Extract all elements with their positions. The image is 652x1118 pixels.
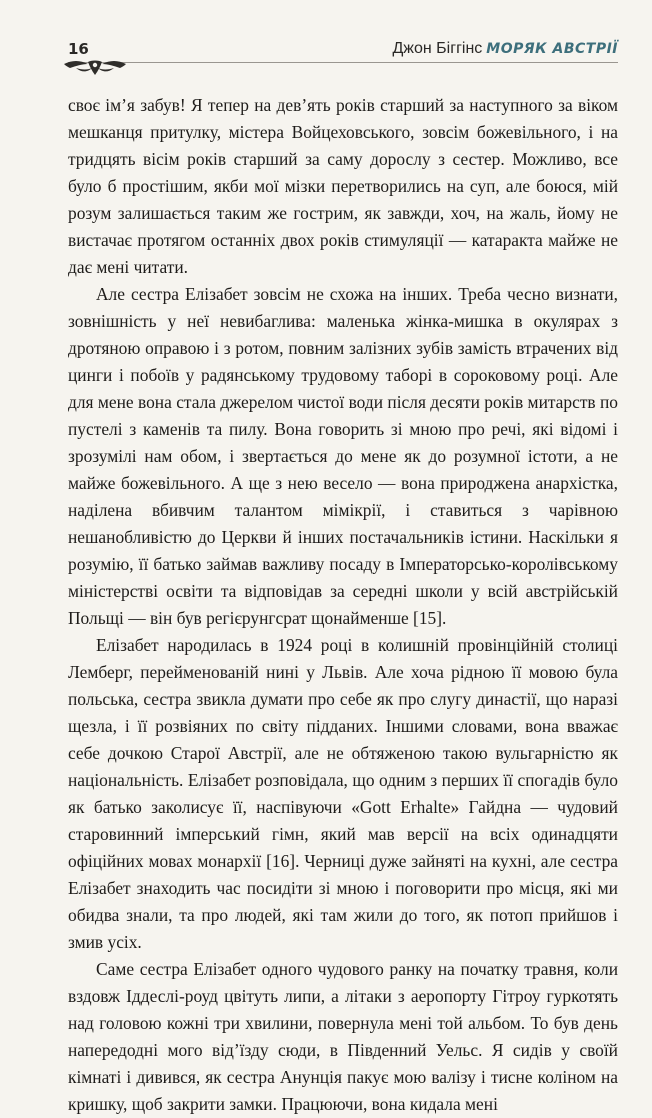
body-text [68, 92, 618, 1118]
paragraph: Елізабет народилась в 1924 році в колишній провінційній столиці Лемберг, перейменованій нині у Львів. Але хоча рідною її мовою була польська, сестра звикла думати про себе як про слугу династії, що наразі щезла, і її розвіяних по світу підданих. Іншими словами, вона вважає себе дочкою Старої Австрії, але не обтяженою такою вульгарністю як національність. Елізабет розповідала, що одним з перших її спогадів було як батько заколисує її, наспівуючи «Gott Erhalte» Гайдна — чудовий старовинний імперський гімн, який мав версії на всіх одинадцяти офіційних мовах монархії [16]. Черниці дуже зайняті на кухні, але сестра Елізабет знаходить час посидіти зі мною і поговорити про місця, які ми обидва знали, та про людей, які там жили до того, як потоп прийшов і змив усіх. [68, 635, 618, 952]
header-rule [68, 62, 618, 63]
flourish-ornament-icon [62, 56, 128, 78]
paragraph: своє ім’я забув! Я тепер на дев’ять років старший за наступного за віком мешканця притулку, містера Войцеховського, зовсім божевільного, і на тридцять вісім років старший за саму дорослу з сестер. Можливо, все було б простішим, якби мої мізки перетворились на суп, але боюся, мій розум залишається таким же гострим, як завжди, хоч, на жаль, йому не вистачає протягом останніх двох років стимуляції — катаракта майже не дає мені читати. [68, 95, 618, 277]
book-title: МОРЯК АВСТРІЇ [486, 41, 618, 57]
running-head [392, 40, 618, 58]
paragraph: Саме сестра Елізабет одного чудового ранку на початку травня, коли вздовж Іддеслі-роуд цвітуть липи, а літаки з аеропорту Гітроу гуркотять над головою кожні три хвилини, повернула мені той альбом. То був день напередодні мого від’їзду сюди, в Південний Уельс. Я сидів у своїй кімнаті і дивився, як сестра Анунція пакує мою валізу і тисне коліном на кришку, щоб закрити замки. Працюючи, вона кидала мені [68, 959, 618, 1114]
author-name: Джон Біггінс [392, 40, 483, 57]
running-header [68, 38, 618, 62]
page-number: 16 [68, 40, 89, 58]
paragraph: Але сестра Елізабет зовсім не схожа на інших. Треба чесно визнати, зовнішність у неї невибаглива: маленька жінка-мишка в окулярах з дротяною оправою і з ротом, повним залізних зубів замість втрачених від цинги і побоїв у радянському трудовому таборі в сороковому році. Але для мене вона стала джерелом чистої води після десяти років митарств по пустелі з каменів та пилу. Вона говорить зі мною про речі, які відомі і зрозумілі нам обом, і звертається до мене як до розумної істоти, а не майже божевільного. А ще з нею весело — вона природжена анархістка, наділена вбивчим талантом мімікрії, і ставиться з чарівною нешанобливістю до Церкви й інших постачальників істини. Наскільки я розумію, її батько займав важливу посаду в Імператорсько-королівському міністерстві освіти та відповідав за середні школи у всій австрійській Польщі — він був регієрунгсрат щонайменше [15]. [68, 284, 618, 628]
